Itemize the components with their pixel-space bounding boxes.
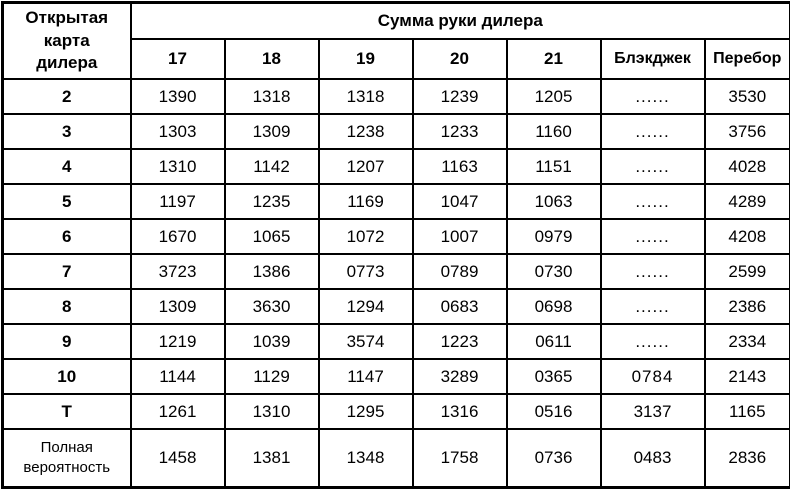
table-cell: 2599	[705, 254, 790, 289]
table-total-row	[3, 429, 790, 488]
table-cell: 0698	[507, 289, 601, 324]
table-cell: 1390	[131, 79, 225, 114]
table-cell: 1239	[413, 79, 507, 114]
table-cell: 0979	[507, 219, 601, 254]
table-head	[3, 3, 790, 80]
table-cell: 1233	[413, 114, 507, 149]
table-row	[3, 324, 790, 359]
row-label: 9	[3, 324, 131, 359]
table-cell: 3723	[131, 254, 225, 289]
table-cell: 1386	[225, 254, 319, 289]
column-header-blackjack: Блэкджек	[601, 39, 705, 79]
table-cell: 1348	[319, 429, 413, 488]
table-cell: 0773	[319, 254, 413, 289]
total-row-label	[3, 429, 131, 488]
table-cell: 1261	[131, 394, 225, 429]
table-cell: 1303	[131, 114, 225, 149]
row-label: 8	[3, 289, 131, 324]
table-cell: 1047	[413, 184, 507, 219]
table-cell: 0365	[507, 359, 601, 394]
column-header-21: 21	[507, 39, 601, 79]
table-cell: 0789	[413, 254, 507, 289]
row-label: 10	[3, 359, 131, 394]
table-cell: 4289	[705, 184, 790, 219]
table-row	[3, 79, 790, 114]
table-row	[3, 359, 790, 394]
table-cell: 3574	[319, 324, 413, 359]
table-cell: 1238	[319, 114, 413, 149]
table-cell: 1144	[131, 359, 225, 394]
column-header-18: 18	[225, 39, 319, 79]
table-cell: 3530	[705, 79, 790, 114]
table-row	[3, 219, 790, 254]
table-cell: 1219	[131, 324, 225, 359]
table-cell: ......	[601, 79, 705, 114]
row-label: 7	[3, 254, 131, 289]
table-cell: 1129	[225, 359, 319, 394]
table-row	[3, 149, 790, 184]
table-cell: 0683	[413, 289, 507, 324]
table-cell: 1169	[319, 184, 413, 219]
table-cell: 3289	[413, 359, 507, 394]
table-cell: 1039	[225, 324, 319, 359]
table-cell: 1165	[705, 394, 790, 429]
corner-header-line-2: карта	[4, 30, 130, 53]
table-cell: 1318	[319, 79, 413, 114]
row-label: 3	[3, 114, 131, 149]
table-cell: 1310	[225, 394, 319, 429]
table-cell: 1065	[225, 219, 319, 254]
row-label: 6	[3, 219, 131, 254]
column-header-20: 20	[413, 39, 507, 79]
table-cell: ......	[601, 219, 705, 254]
table-cell: ......	[601, 254, 705, 289]
table-cell: 0611	[507, 324, 601, 359]
column-header-19: 19	[319, 39, 413, 79]
dealer-hand-probability-table	[1, 1, 790, 489]
table-row	[3, 184, 790, 219]
table-cell: 1309	[131, 289, 225, 324]
corner-header-line-1: Открытая	[4, 7, 130, 30]
table-cell: 1207	[319, 149, 413, 184]
table-cell: 1151	[507, 149, 601, 184]
table-row	[3, 394, 790, 429]
group-header-dealer-hand-total: Сумма руки дилера	[131, 3, 790, 40]
table-header-row-group	[3, 3, 790, 40]
table-cell: 2836	[705, 429, 790, 488]
table-cell: 3630	[225, 289, 319, 324]
table-cell: 1294	[319, 289, 413, 324]
table-cell: 2143	[705, 359, 790, 394]
table-cell: 4208	[705, 219, 790, 254]
table-cell: 1197	[131, 184, 225, 219]
table-cell: 1163	[413, 149, 507, 184]
table-cell: 1205	[507, 79, 601, 114]
total-row-label-line-1: Полная	[4, 438, 130, 458]
table-cell: 1310	[131, 149, 225, 184]
table-cell: 1458	[131, 429, 225, 488]
table-cell: ......	[601, 324, 705, 359]
table-cell: 1007	[413, 219, 507, 254]
table-cell: 3137	[601, 394, 705, 429]
column-header-17: 17	[131, 39, 225, 79]
corner-header	[3, 3, 131, 80]
table-cell: 1381	[225, 429, 319, 488]
table-cell: ......	[601, 184, 705, 219]
table-cell: 1142	[225, 149, 319, 184]
total-row-label-line-2: вероятность	[4, 458, 130, 478]
row-label: 5	[3, 184, 131, 219]
table-cell: 1758	[413, 429, 507, 488]
table-cell: 0736	[507, 429, 601, 488]
table-cell: ......	[601, 149, 705, 184]
table-cell: 0516	[507, 394, 601, 429]
document-page	[0, 1, 790, 489]
table-cell: 1295	[319, 394, 413, 429]
table-row	[3, 254, 790, 289]
table-cell: ......	[601, 289, 705, 324]
table-row	[3, 114, 790, 149]
table-cell: 4028	[705, 149, 790, 184]
table-cell: 0483	[601, 429, 705, 488]
table-cell: 1147	[319, 359, 413, 394]
table-cell: 1670	[131, 219, 225, 254]
table-body	[3, 79, 790, 488]
table-cell: 1318	[225, 79, 319, 114]
table-row	[3, 289, 790, 324]
corner-header-line-3: дилера	[4, 52, 130, 75]
table-cell: 3756	[705, 114, 790, 149]
table-cell: 1235	[225, 184, 319, 219]
row-label: Т	[3, 394, 131, 429]
column-header-bust: Перебор	[705, 39, 790, 79]
table-cell: 1223	[413, 324, 507, 359]
row-label: 4	[3, 149, 131, 184]
table-cell: 1309	[225, 114, 319, 149]
table-cell: 1160	[507, 114, 601, 149]
table-cell: 0730	[507, 254, 601, 289]
table-cell: 1072	[319, 219, 413, 254]
row-label: 2	[3, 79, 131, 114]
table-cell: 1063	[507, 184, 601, 219]
table-cell: 0784	[601, 359, 705, 394]
table-cell: 2334	[705, 324, 790, 359]
table-cell: 2386	[705, 289, 790, 324]
table-cell: ......	[601, 114, 705, 149]
table-cell: 1316	[413, 394, 507, 429]
